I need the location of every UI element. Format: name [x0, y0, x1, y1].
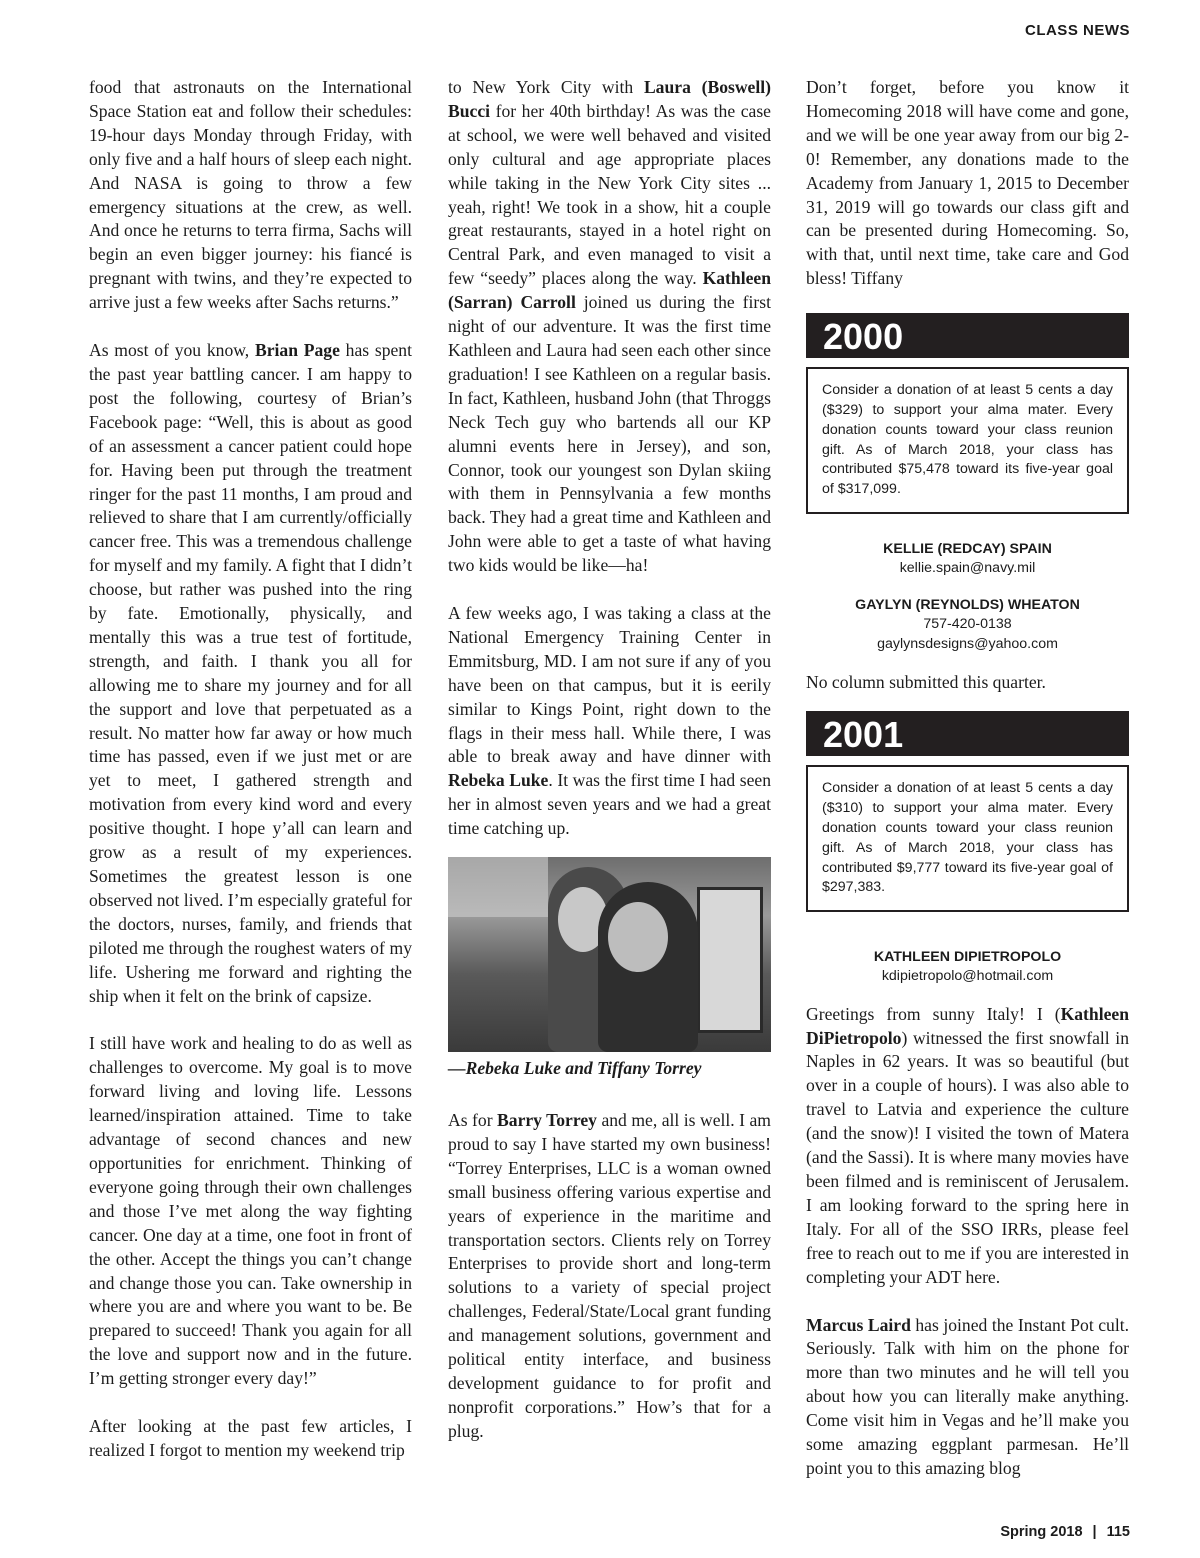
contact-name: KELLIE (REDCAY) SPAIN [883, 540, 1052, 557]
paragraph: Marcus Laird has joined the Instant Pot cult. Seriously. Talk with him on the phone for more than two minutes and he will tell you about how you can literally make anything. Come visit him in Vegas and he’ll make you some amazing eggplant parmesan. He’ll point you to this amazing blog [806, 1314, 1130, 1478]
person-name: Laura (Boswell) Bucci [448, 77, 771, 121]
paragraph: No column submitted this quarter. [806, 672, 1046, 693]
paragraph: As most of you know, Brian Page has spent the past year battling cancer. I am happy to post the following, courtesy of Brian’s Facebook page: “Well, this is about as good of an assessment a cancer patient could hope for. Having been put through the treatment ringer for the past 11 months, I am proud and relieved to share that I am currently/officially cancer free. This was a tremendous challenge for myself and my family. A fight that I didn’t choose, but rather was pushed into the ring by fate. Emotionally, physically, and mentally this was a true test of fortitude, strength, and faith. I thank you all for allowing me to share my journey and for all the support and love that perpetuated as a result. No matter how far away or how much time has passed, even if we just met or are yet to meet, I gathered strength and motivation from every kind word and every positive thought. I hope y’all can learn and grow as a result of my experiences. Sometimes the greatest lesson is one observed not lived. I’m especially grateful for the doctors, nurses, family, and friends that piloted me through the roughest waters of my life. Ushering me forward and righting the ship when it felt on the brink of capsize. [89, 340, 412, 1006]
person-name: Barry Torrey [497, 1110, 597, 1130]
donation-box: Consider a donation of at least 5 cents a day ($310) to support your alma mater. Every donation counts toward your class reunion gift. As of March 2018, your class has contributed $9,777 toward its five-year goal of $297,383. [806, 765, 1129, 912]
person-name: Kathleen (Sarran) Carroll [448, 268, 771, 313]
page-number: 115 [1106, 1524, 1130, 1540]
footer-separator: | [1092, 1524, 1097, 1540]
donation-box: Consider a donation of at least 5 cents a day ($329) to support your alma mater. Every donation counts toward your class reunion gift. As of March 2018, your class has contributed $75,478 toward its five-year goal of $317,099. [806, 367, 1129, 514]
paragraph: Don’t forget, before you know it Homecoming 2018 will have come and gone, and we will be one year away from our big 2-0! Remember, any donations made to the Academy from January 1, 2015 to December 31, 2019 will go towards our class gift and can be presented during Homecoming. So, with that, until next time, take care and God bless! Tiffany [806, 77, 1129, 289]
column-2 [448, 76, 771, 1468]
contact-block [806, 948, 1129, 987]
photo-rebeka-tiffany [448, 857, 771, 1052]
paragraph: I still have work and healing to do as well as challenges to overcome. My goal is to move forward living and loving life. Lessons learned/inspiration attained. Time to take advantage of second chances and new opportunities for enrichment. Thinking of everyone going through their own challenges and those I’ve met along the way fighting cancer. One day at a time, one foot in front of the other. Accept the things you can’t change and change those you can. Take ownership in where you are and where you want to be. Be prepared to succeed! Thank you again for all the love and support now and in the future. I’m getting stronger every day!” [89, 1033, 412, 1389]
paragraph: to New York City with Laura (Boswell) Bucci for her 40th birthday! As was the case at school, we were well behaved and visited only cultural and age appropriate places while taking in the New York City sites ... yeah, right! We took in a show, hit a couple great restaurants, stayed in a hotel right on Central Park, and even managed to visit a few “seedy” places along the way. Kathleen (Sarran) Carroll joined us during the first night of our adventure. It was the first time Kathleen and Laura had seen each other since graduation! I see Kathleen on a regular basis. In fact, Kathleen, husband John (that Throggs Neck Tech guy who bartends all our KP alumni events here in Jersey), and son, Connor, took our youngest son Dylan skiing with them in Pennsylvania a few months back. They had a great time and Kathleen and John were able to get a taste of what having two kids would be like—ha! [448, 77, 771, 576]
contact-name: GAYLYN (REYNOLDS) WHEATON [855, 597, 1080, 614]
paragraph: Greetings from sunny Italy! I (Kathleen DiPietropolo) witnessed the first snowfall in Naples in 62 years. It was so beautiful (but over in a couple of hours). I was also able to travel to Latvia and experience the culture (and the snow)! I visited the town of Matera (and the Sassi). It is where many movies have been filmed and is reminiscent of Jerusalem. I am looking forward to the spring here in Italy. For all of the SSO IRRs, please feel free to reach out to me if you are interested in completing your ADT here. [806, 1003, 1129, 1287]
person-name: Kathleen DiPietropolo [806, 1003, 1129, 1048]
person-name: Marcus Laird [806, 1314, 911, 1335]
paragraph: As for Barry Torrey and me, all is well. I am proud to say I have started my own business! “Torrey Enterprises, LLC is a woman owned small business offering various expertise and years of experience in the maritime and transportation sectors. Clients rely on Torrey Enterprises to provide short and long-term solutions to a variety of special project challenges, Federal/State/Local grant funding and management solutions, government and political entity interface, and business development guidance to for profit and nonprofit corporations.” How’s that for a plug. [448, 1110, 771, 1441]
contact-email[interactable]: kdipietropolo@hotmail.com [881, 968, 1054, 985]
issue-label: Spring 2018 [1000, 1524, 1083, 1540]
contact-name: KATHLEEN DIPIETROPOLO [873, 949, 1062, 966]
column-1 [89, 76, 412, 1487]
person-name: Rebeka Luke [448, 770, 549, 791]
contact-block [806, 540, 1129, 579]
section-label: CLASS NEWS [1024, 22, 1130, 39]
person-name: Brian Page [254, 340, 340, 361]
paragraph: A few weeks ago, I was taking a class at the National Emergency Training Center in Emmitsburg, MD. I am not sure if any of you have been on that campus, but it is eerily similar to Kings Point, right down to the flags in their mess hall. While there, I was able to break away and have dinner with Rebeka Luke. It was the first time I had seen her in almost seven years and we had a great time catching up. [448, 603, 772, 839]
contact-email[interactable]: gaylynsdesigns@yahoo.com [877, 635, 1058, 652]
class-year-banner: 2000 [806, 313, 1129, 358]
photo-caption: —Rebeka Luke and Tiffany Torrey [448, 1058, 702, 1079]
contact-email[interactable]: kellie.spain@navy.mil [899, 559, 1036, 576]
contact-block [806, 596, 1129, 654]
page-footer [1000, 1524, 1130, 1540]
class-year-banner: 2001 [806, 711, 1129, 756]
paragraph: After looking at the past few articles, I realized I forgot to mention my weekend trip [89, 1416, 412, 1460]
column-3 [806, 76, 1129, 1481]
contact-phone: 757-420-0138 [923, 616, 1012, 633]
paragraph: food that astronauts on the International Space Station eat and follow their schedules: 19-hour days Monday through Friday, with only five and a half hours of sleep each night. And NASA is going to throw a few emergency situations at the crew, as well. And once he returns to terra firma, Sachs will begin an even bigger journey: his fiancé is pregnant with twins, and they’re expected to arrive just a few weeks after Sachs returns.” [89, 77, 412, 313]
